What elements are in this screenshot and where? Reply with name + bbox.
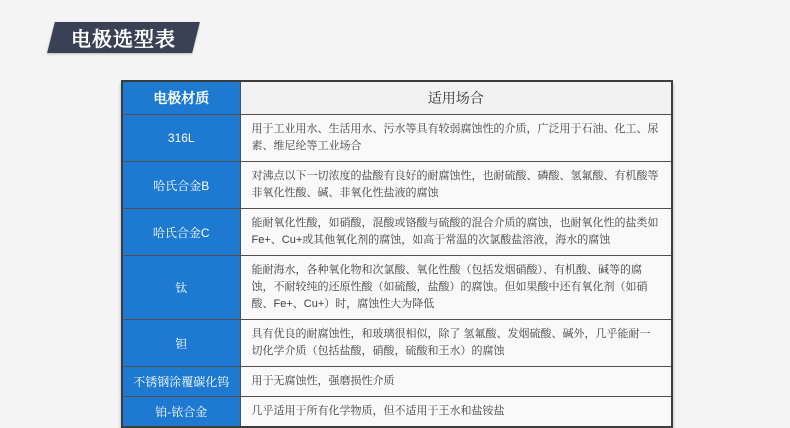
material-cell: 316L — [122, 115, 240, 162]
table-row — [122, 320, 672, 367]
table-row — [122, 397, 672, 428]
usage-cell: 具有优良的耐腐蚀性，和玻璃很相似，除了 氢氟酸、发烟硫酸、碱外，几乎能耐一切化学介质（包括盐酸，硝酸，硫酸和王水）的腐蚀 — [240, 320, 672, 367]
title-banner — [47, 22, 200, 53]
material-cell: 哈氏合金C — [122, 209, 240, 256]
usage-cell: 用于无腐蚀性，强磨损性介质 — [240, 367, 672, 397]
page-title: 电极选型表 — [71, 29, 176, 51]
material-cell: 钛 — [122, 256, 240, 320]
table-row — [122, 115, 672, 162]
material-cell: 铂-铱合金 — [122, 397, 240, 428]
column-header-usage: 适用场合 — [240, 81, 672, 115]
usage-cell: 能耐氧化性酸，如硝酸，混酸或铬酸与硫酸的混合介质的腐蚀，也耐氧化性的盐类如Fe+、Cu+或其他氧化剂的腐蚀，如高于常温的次氯酸盐溶液，海水的腐蚀 — [240, 209, 672, 256]
usage-cell: 能耐海水，各种氧化物和次氯酸、氧化性酸（包括发烟硝酸）、有机酸、碱等的腐蚀，不耐较纯的还原性酸（如硫酸，盐酸）的腐蚀。但如果酸中还有氧化剂（如硝酸、Fe+、Cu+）时，腐蚀性大为降低 — [240, 256, 672, 320]
material-cell: 不锈钢涂覆碳化钨 — [122, 367, 240, 397]
table-row — [122, 162, 672, 209]
usage-cell: 用于工业用水、生活用水、污水等具有较弱腐蚀性的介质，广泛用于石油、化工、尿素、维尼纶等工业场合 — [240, 115, 672, 162]
table-row — [122, 209, 672, 256]
header-row — [122, 81, 672, 115]
column-header-material: 电极材质 — [122, 81, 240, 115]
usage-cell: 几乎适用于所有化学物质，但不适用于王水和盐铵盐 — [240, 397, 672, 428]
material-cell: 哈氏合金B — [122, 162, 240, 209]
material-cell: 钽 — [122, 320, 240, 367]
table-row — [122, 367, 672, 397]
usage-cell: 对沸点以下一切浓度的盐酸有良好的耐腐蚀性，也耐硫酸、磷酸、氢氟酸、有机酸等非氧化性酸、碱、非氧化性盐液的腐蚀 — [240, 162, 672, 209]
electrode-selection-table — [121, 80, 673, 428]
table-row — [122, 256, 672, 320]
